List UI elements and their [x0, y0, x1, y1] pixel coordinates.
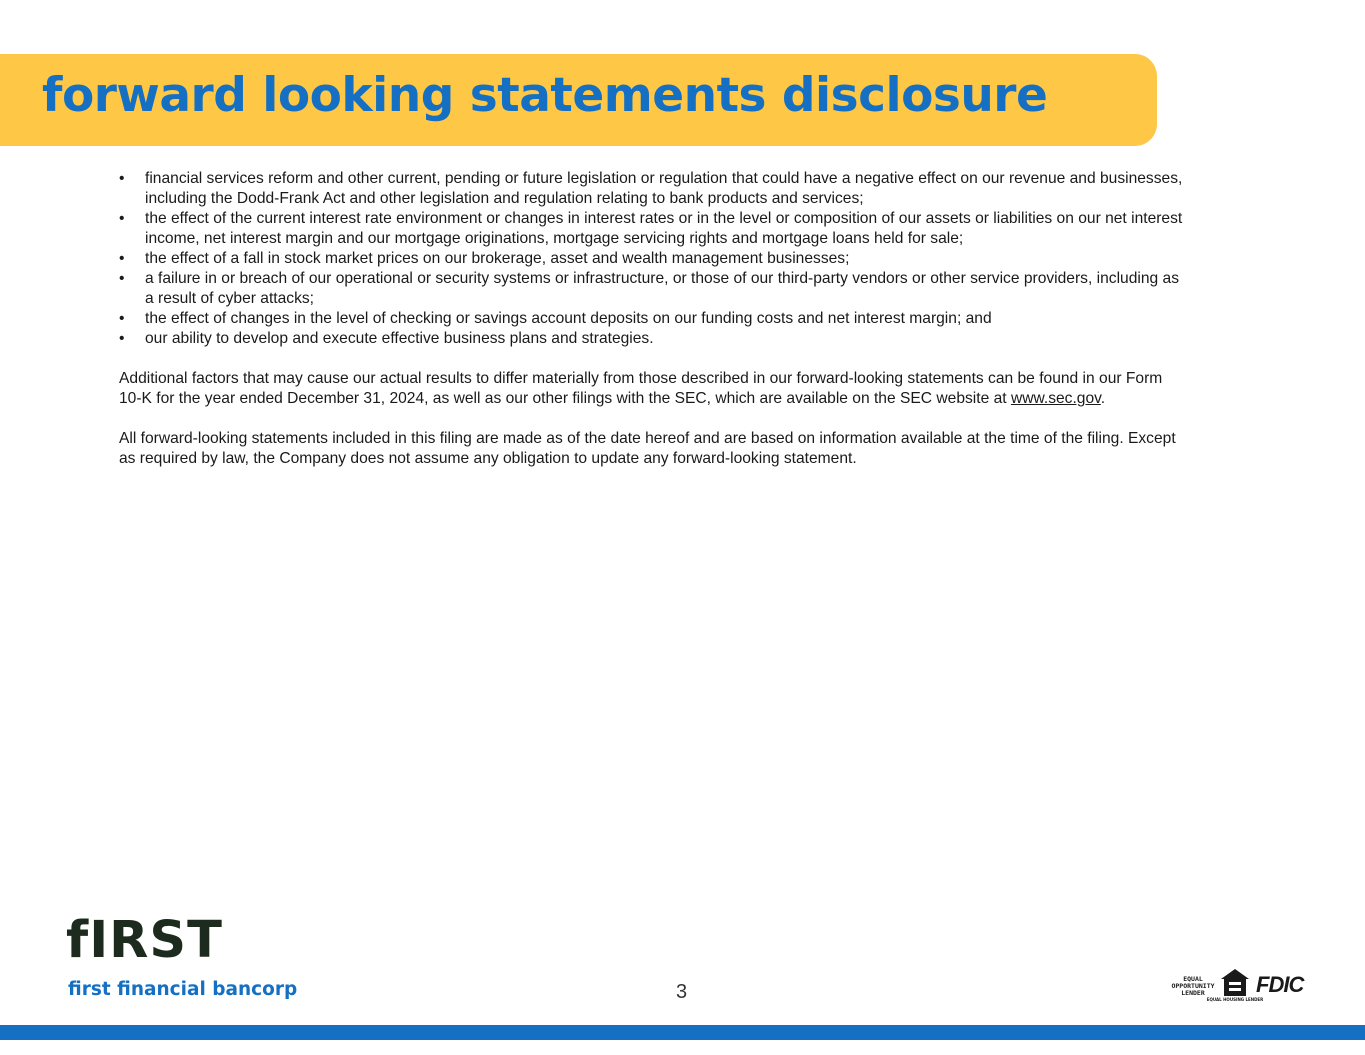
page-title: forward looking statements disclosure	[42, 68, 1048, 123]
list-item: • our ability to develop and execute effective business plans and strategies.	[119, 329, 1189, 349]
company-logo	[66, 911, 298, 1005]
footer-bar	[0, 1025, 1365, 1040]
list-item: • financial services reform and other current, pending or future legislation or regulation that could have a negative effect on our revenue and businesses, including the Dodd-Frank Act and other legislation and regulation relating to bank products and services;	[119, 169, 1189, 209]
equal-housing-lender-text: EQUAL HOUSING LENDER	[1206, 997, 1264, 1002]
fdic-logo: FDIC	[1256, 972, 1304, 997]
sec-website-link[interactable]: www.sec.gov	[1010, 390, 1101, 407]
obligation-paragraph: All forward-looking statements included in this filing are made as of the date hereof and are based on information available at the time of the filing. Except as required by law, the Company does not assume any obligation to update any forward-looking statement.	[119, 430, 1176, 467]
list-item: • the effect of a fall in stock market prices on our brokerage, asset and wealth management businesses;	[119, 249, 1189, 269]
logo-tagline: first financial bancorp	[68, 979, 298, 1000]
additional-factors-paragraph	[119, 369, 1189, 409]
logo-wordmark: fIRST	[66, 911, 223, 970]
equal-opportunity-lender-badge: EQUAL OPPORTUNITY LENDER	[1171, 975, 1215, 997]
page-number: 3	[676, 981, 688, 1003]
regulatory-badges	[1170, 968, 1305, 1008]
disclosure-body	[119, 169, 1189, 469]
equal-housing-icon	[1206, 968, 1264, 1006]
list-item: • a failure in or breach of our operational or security systems or infrastructure, or those of our third-party vendors or other service providers, including as a result of cyber attacks;	[119, 269, 1189, 309]
paragraph-text: Additional factors that may cause our actual results to differ materially from those described in our forward-looking statements can be found in our Form 10-K for the year ended December 31, 2024, as well as our other filings with the SEC, which are available on the SEC website at	[119, 370, 1163, 407]
list-item: • the effect of changes in the level of checking or savings account deposits on our funding costs and net interest margin; and	[119, 309, 1189, 329]
paragraph-end: .	[1100, 390, 1106, 407]
title-banner	[0, 54, 1157, 146]
list-item: • the effect of the current interest rate environment or changes in interest rates or in the level or composition of our assets or liabilities on our net interest income, net interest margin and our mortgage originations, mortgage servicing rights and mortgage loans held for sale;	[119, 209, 1189, 249]
risk-factor-list	[119, 169, 1189, 349]
